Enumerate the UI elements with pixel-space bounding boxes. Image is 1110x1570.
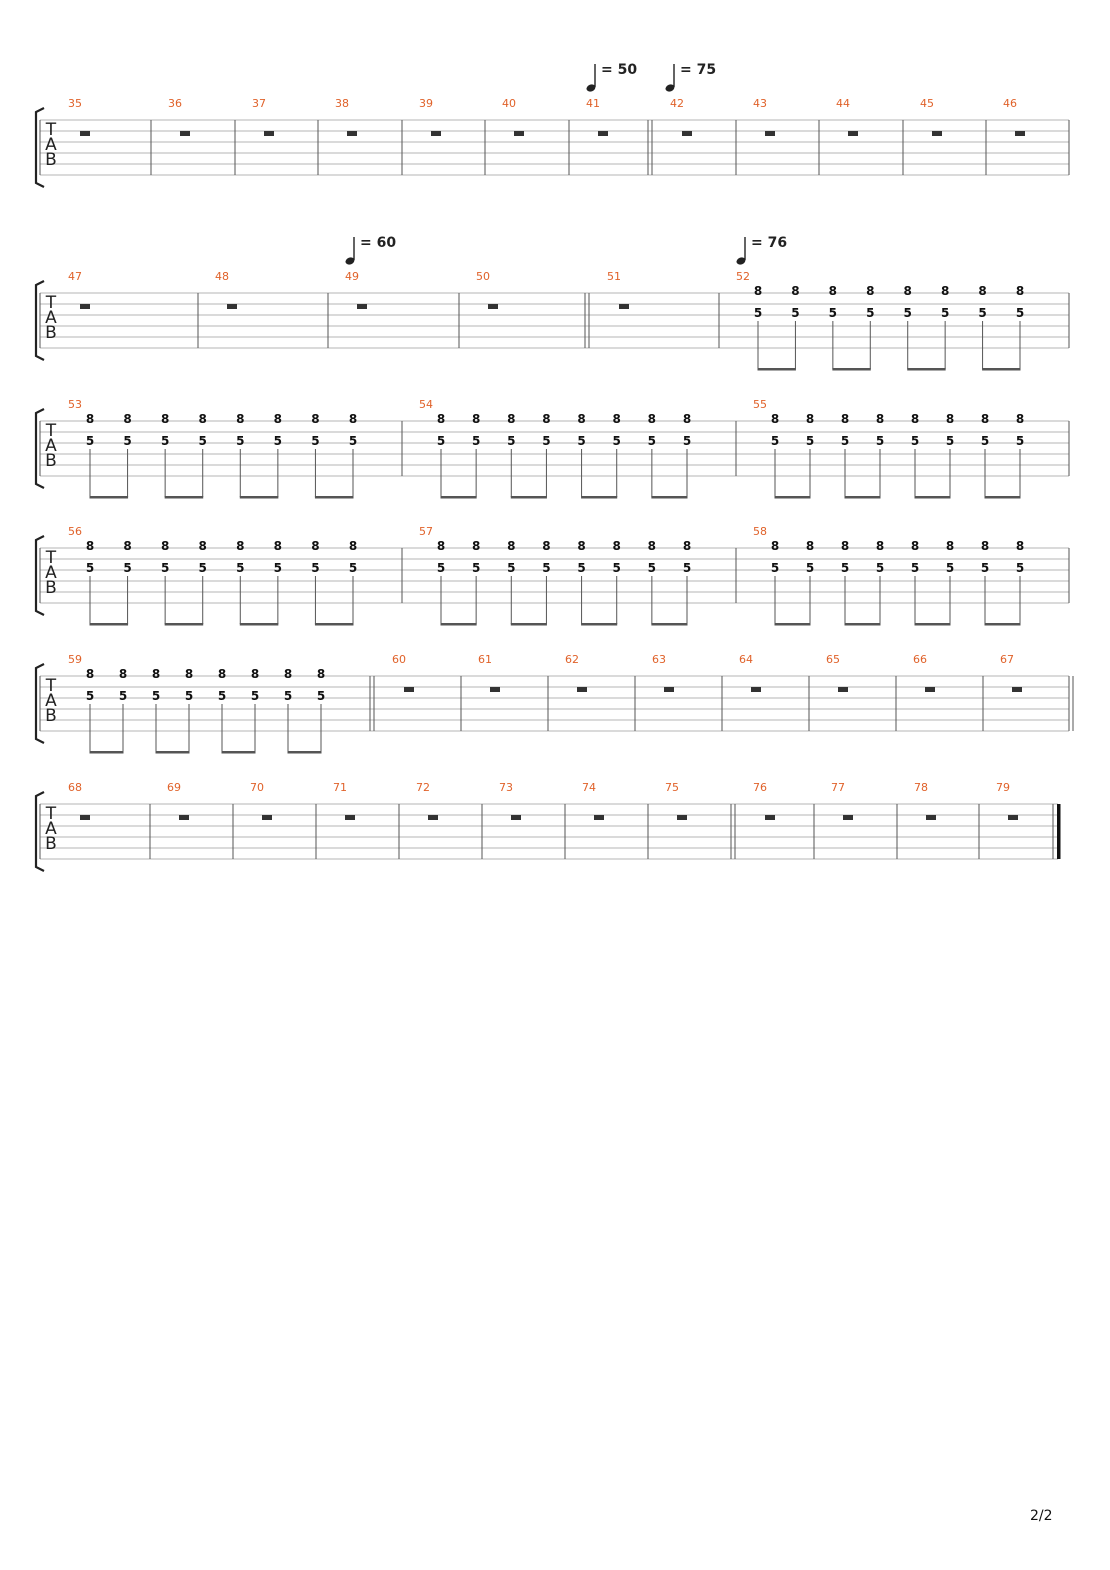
fret-number: 8 [198, 412, 207, 426]
fret-number: 5 [542, 561, 551, 575]
whole-rest [404, 687, 414, 692]
eighth-beam [985, 623, 1021, 626]
eighth-beam [832, 368, 870, 371]
whole-rest [838, 687, 848, 692]
fret-number: 5 [612, 561, 621, 575]
eighth-beam [845, 623, 881, 626]
whole-rest [179, 815, 189, 820]
measure-number: 58 [753, 525, 767, 538]
tab-clef-letter: B [45, 834, 57, 854]
fret-number: 8 [945, 412, 955, 426]
fret-number: 5 [436, 561, 446, 575]
whole-rest [765, 131, 775, 136]
eighth-beam [315, 496, 354, 499]
eighth-beam [775, 496, 811, 499]
fret-number: 5 [978, 306, 987, 320]
fret-number: 8 [507, 539, 516, 553]
fret-number: 8 [791, 284, 800, 298]
whole-rest [598, 131, 608, 136]
measure-number: 62 [565, 653, 579, 666]
fret-number: 5 [198, 434, 207, 448]
eighth-beam [90, 623, 129, 626]
measure-number: 47 [68, 270, 82, 283]
fret-number: 8 [273, 539, 283, 553]
tab-clef-letter: A [45, 308, 57, 328]
eighth-beam [441, 496, 477, 499]
tab-clef-letter: T [45, 120, 57, 140]
whole-rest [227, 304, 237, 309]
eighth-beam [90, 751, 124, 754]
whole-rest [347, 131, 357, 136]
fret-number: 5 [910, 434, 920, 448]
fret-number: 8 [577, 539, 586, 553]
eighth-beam [581, 496, 617, 499]
fret-number: 5 [273, 434, 283, 448]
fret-number: 5 [577, 434, 586, 448]
tab-clef-letter: A [45, 436, 57, 456]
fret-number: 8 [160, 412, 170, 426]
measure-number: 42 [670, 97, 684, 110]
tempo-marking: = 60 [360, 235, 397, 251]
whole-rest [357, 304, 367, 309]
fret-number: 8 [577, 412, 586, 426]
measure-number: 51 [607, 270, 621, 283]
eighth-beam [581, 623, 617, 626]
fret-number: 8 [1015, 539, 1025, 553]
whole-rest [619, 304, 629, 309]
fret-number: 8 [316, 667, 326, 681]
fret-number: 5 [311, 434, 320, 448]
eighth-beam [240, 496, 279, 499]
tab-clef-letter: B [45, 150, 57, 170]
fret-number: 8 [283, 667, 293, 681]
fret-number: 5 [217, 689, 227, 703]
eighth-beam [511, 496, 547, 499]
measure-number: 39 [419, 97, 433, 110]
fret-number: 5 [828, 306, 838, 320]
page-number: 2/2 [1030, 1508, 1053, 1524]
whole-rest [765, 815, 775, 820]
tab-clef-letter: A [45, 819, 57, 839]
whole-rest [80, 304, 90, 309]
fret-number: 5 [980, 561, 990, 575]
tab-clef-letter: B [45, 706, 57, 726]
measure-number: 59 [68, 653, 82, 666]
fret-number: 8 [217, 667, 227, 681]
fret-number: 5 [805, 561, 815, 575]
fret-number: 8 [542, 412, 551, 426]
whole-rest [843, 815, 853, 820]
fret-number: 8 [250, 667, 260, 681]
fret-number: 8 [612, 539, 621, 553]
fret-number: 8 [910, 412, 920, 426]
measure-number: 38 [335, 97, 349, 110]
measure-number: 44 [836, 97, 850, 110]
fret-number: 8 [1015, 284, 1025, 298]
measure-number: 50 [476, 270, 490, 283]
fret-number: 5 [348, 561, 358, 575]
whole-rest [514, 131, 524, 136]
fret-number: 8 [542, 539, 551, 553]
fret-number: 5 [184, 689, 194, 703]
fret-number: 8 [198, 539, 207, 553]
measure-number: 56 [68, 525, 82, 538]
fret-number: 8 [118, 667, 128, 681]
whole-rest [264, 131, 274, 136]
measure-number: 48 [215, 270, 229, 283]
fret-number: 5 [236, 561, 245, 575]
whole-rest [677, 815, 687, 820]
fret-number: 8 [151, 667, 161, 681]
measure-number: 49 [345, 270, 359, 283]
fret-number: 8 [236, 412, 245, 426]
eighth-beam [651, 496, 687, 499]
fret-number: 5 [85, 689, 95, 703]
whole-rest [80, 131, 90, 136]
fret-number: 8 [910, 539, 920, 553]
fret-number: 5 [770, 434, 780, 448]
fret-number: 8 [945, 539, 955, 553]
whole-rest [428, 815, 438, 820]
measure-number: 67 [1000, 653, 1014, 666]
fret-number: 8 [236, 539, 245, 553]
tab-clef-letter: T [45, 676, 57, 696]
measure-number: 66 [913, 653, 927, 666]
whole-rest [682, 131, 692, 136]
whole-rest [594, 815, 604, 820]
fret-number: 5 [682, 561, 692, 575]
measure-number: 40 [502, 97, 516, 110]
whole-rest [932, 131, 942, 136]
measure-number: 46 [1003, 97, 1017, 110]
tab-clef-letter: T [45, 804, 57, 824]
fret-number: 8 [507, 412, 516, 426]
eighth-beam [775, 623, 811, 626]
fret-number: 5 [682, 434, 692, 448]
fret-number: 5 [875, 561, 885, 575]
tab-clef-letter: A [45, 135, 57, 155]
measure-number: 41 [586, 97, 600, 110]
fret-number: 8 [123, 412, 132, 426]
fret-number: 5 [471, 434, 481, 448]
fret-number: 5 [273, 561, 283, 575]
fret-number: 5 [980, 434, 990, 448]
fret-number: 8 [770, 539, 780, 553]
measure-number: 60 [392, 653, 406, 666]
eighth-beam [907, 368, 945, 371]
fret-number: 8 [85, 412, 95, 426]
whole-rest [577, 687, 587, 692]
fret-number: 8 [875, 412, 885, 426]
tab-clef-letter: T [45, 293, 57, 313]
fret-number: 5 [151, 689, 161, 703]
fret-number: 5 [283, 689, 293, 703]
tempo-marking: = 76 [751, 235, 788, 251]
fret-number: 8 [805, 539, 815, 553]
eighth-beam [222, 751, 256, 754]
fret-number: 8 [348, 539, 358, 553]
eighth-beam [90, 496, 129, 499]
whole-rest [925, 687, 935, 692]
measure-number: 61 [478, 653, 492, 666]
fret-number: 5 [875, 434, 885, 448]
fret-number: 8 [471, 539, 481, 553]
fret-number: 5 [1015, 306, 1025, 320]
measure-number: 69 [167, 781, 181, 794]
eighth-beam [288, 751, 322, 754]
measure-number: 77 [831, 781, 845, 794]
fret-number: 8 [348, 412, 358, 426]
whole-rest [848, 131, 858, 136]
fret-number: 5 [507, 434, 516, 448]
measure-number: 37 [252, 97, 266, 110]
fret-number: 5 [647, 434, 657, 448]
fret-number: 8 [436, 539, 446, 553]
measure-number: 45 [920, 97, 934, 110]
fret-number: 5 [198, 561, 207, 575]
tab-clef-letter: T [45, 548, 57, 568]
tempo-marking: = 50 [601, 62, 638, 78]
fret-number: 5 [612, 434, 621, 448]
measure-number: 68 [68, 781, 82, 794]
whole-rest [664, 687, 674, 692]
fret-number: 8 [123, 539, 132, 553]
fret-number: 5 [348, 434, 358, 448]
measure-number: 64 [739, 653, 753, 666]
fret-number: 8 [1015, 412, 1025, 426]
fret-number: 5 [316, 689, 326, 703]
fret-number: 8 [85, 667, 95, 681]
fret-number: 8 [840, 539, 850, 553]
eighth-beam [651, 623, 687, 626]
whole-rest [926, 815, 936, 820]
whole-rest [1012, 687, 1022, 692]
fret-number: 5 [945, 434, 955, 448]
fret-number: 8 [875, 539, 885, 553]
fret-number: 5 [791, 306, 800, 320]
whole-rest [511, 815, 521, 820]
measure-number: 43 [753, 97, 767, 110]
fret-number: 5 [123, 434, 132, 448]
fret-number: 5 [1015, 434, 1025, 448]
measure-number: 75 [665, 781, 679, 794]
fret-number: 8 [840, 412, 850, 426]
fret-number: 8 [311, 539, 320, 553]
fret-number: 5 [1015, 561, 1025, 575]
eighth-beam [982, 368, 1020, 371]
eighth-beam [165, 623, 204, 626]
measure-number: 74 [582, 781, 596, 794]
measure-number: 52 [736, 270, 750, 283]
measure-number: 54 [419, 398, 433, 411]
measure-number: 73 [499, 781, 513, 794]
fret-number: 8 [612, 412, 621, 426]
fret-number: 8 [160, 539, 170, 553]
whole-rest [431, 131, 441, 136]
fret-number: 8 [471, 412, 481, 426]
fret-number: 5 [236, 434, 245, 448]
eighth-beam [511, 623, 547, 626]
eighth-beam [315, 623, 354, 626]
fret-number: 8 [940, 284, 950, 298]
measure-number: 36 [168, 97, 182, 110]
fret-number: 8 [647, 539, 657, 553]
eighth-beam [165, 496, 204, 499]
measure-number: 78 [914, 781, 928, 794]
tab-clef-letter: B [45, 323, 57, 343]
fret-number: 5 [123, 561, 132, 575]
fret-number: 5 [507, 561, 516, 575]
measure-number: 79 [996, 781, 1010, 794]
tempo-marking: = 75 [680, 62, 717, 78]
fret-number: 8 [682, 539, 692, 553]
eighth-beam [985, 496, 1021, 499]
final-barline [1057, 804, 1061, 859]
fret-number: 5 [311, 561, 320, 575]
measure-number: 35 [68, 97, 82, 110]
fret-number: 5 [753, 306, 763, 320]
eighth-beam [915, 496, 951, 499]
fret-number: 5 [85, 561, 95, 575]
fret-number: 5 [866, 306, 875, 320]
measure-number: 76 [753, 781, 767, 794]
fret-number: 8 [828, 284, 838, 298]
fret-number: 5 [647, 561, 657, 575]
whole-rest [262, 815, 272, 820]
whole-rest [345, 815, 355, 820]
tab-clef-letter: A [45, 563, 57, 583]
measure-number: 55 [753, 398, 767, 411]
whole-rest [80, 815, 90, 820]
fret-number: 8 [980, 539, 990, 553]
fret-number: 5 [250, 689, 260, 703]
fret-number: 5 [910, 561, 920, 575]
measure-number: 72 [416, 781, 430, 794]
eighth-beam [240, 623, 279, 626]
fret-number: 5 [85, 434, 95, 448]
fret-number: 5 [840, 434, 850, 448]
eighth-beam [758, 368, 796, 371]
measure-number: 70 [250, 781, 264, 794]
fret-number: 8 [85, 539, 95, 553]
fret-number: 5 [770, 561, 780, 575]
fret-number: 8 [978, 284, 987, 298]
eighth-beam [156, 751, 190, 754]
fret-number: 5 [436, 434, 446, 448]
fret-number: 8 [770, 412, 780, 426]
fret-number: 5 [471, 561, 481, 575]
fret-number: 8 [184, 667, 194, 681]
measure-number: 65 [826, 653, 840, 666]
fret-number: 8 [866, 284, 875, 298]
fret-number: 5 [542, 434, 551, 448]
fret-number: 5 [160, 434, 170, 448]
fret-number: 8 [311, 412, 320, 426]
fret-number: 8 [682, 412, 692, 426]
whole-rest [180, 131, 190, 136]
measure-number: 63 [652, 653, 666, 666]
fret-number: 5 [160, 561, 170, 575]
fret-number: 5 [903, 306, 912, 320]
fret-number: 5 [805, 434, 815, 448]
fret-number: 5 [840, 561, 850, 575]
measure-number: 53 [68, 398, 82, 411]
measure-number: 57 [419, 525, 433, 538]
fret-number: 8 [980, 412, 990, 426]
tab-clef-letter: B [45, 451, 57, 471]
fret-number: 8 [753, 284, 763, 298]
tab-clef-letter: B [45, 578, 57, 598]
fret-number: 5 [940, 306, 950, 320]
measure-number: 71 [333, 781, 347, 794]
fret-number: 8 [805, 412, 815, 426]
fret-number: 5 [577, 561, 586, 575]
whole-rest [1008, 815, 1018, 820]
whole-rest [488, 304, 498, 309]
fret-number: 8 [647, 412, 657, 426]
fret-number: 5 [945, 561, 955, 575]
eighth-beam [915, 623, 951, 626]
eighth-beam [441, 623, 477, 626]
fret-number: 8 [436, 412, 446, 426]
tab-clef-letter: A [45, 691, 57, 711]
fret-number: 8 [903, 284, 912, 298]
fret-number: 5 [118, 689, 128, 703]
eighth-beam [845, 496, 881, 499]
whole-rest [751, 687, 761, 692]
whole-rest [490, 687, 500, 692]
whole-rest [1015, 131, 1025, 136]
tab-clef-letter: T [45, 421, 57, 441]
fret-number: 8 [273, 412, 283, 426]
